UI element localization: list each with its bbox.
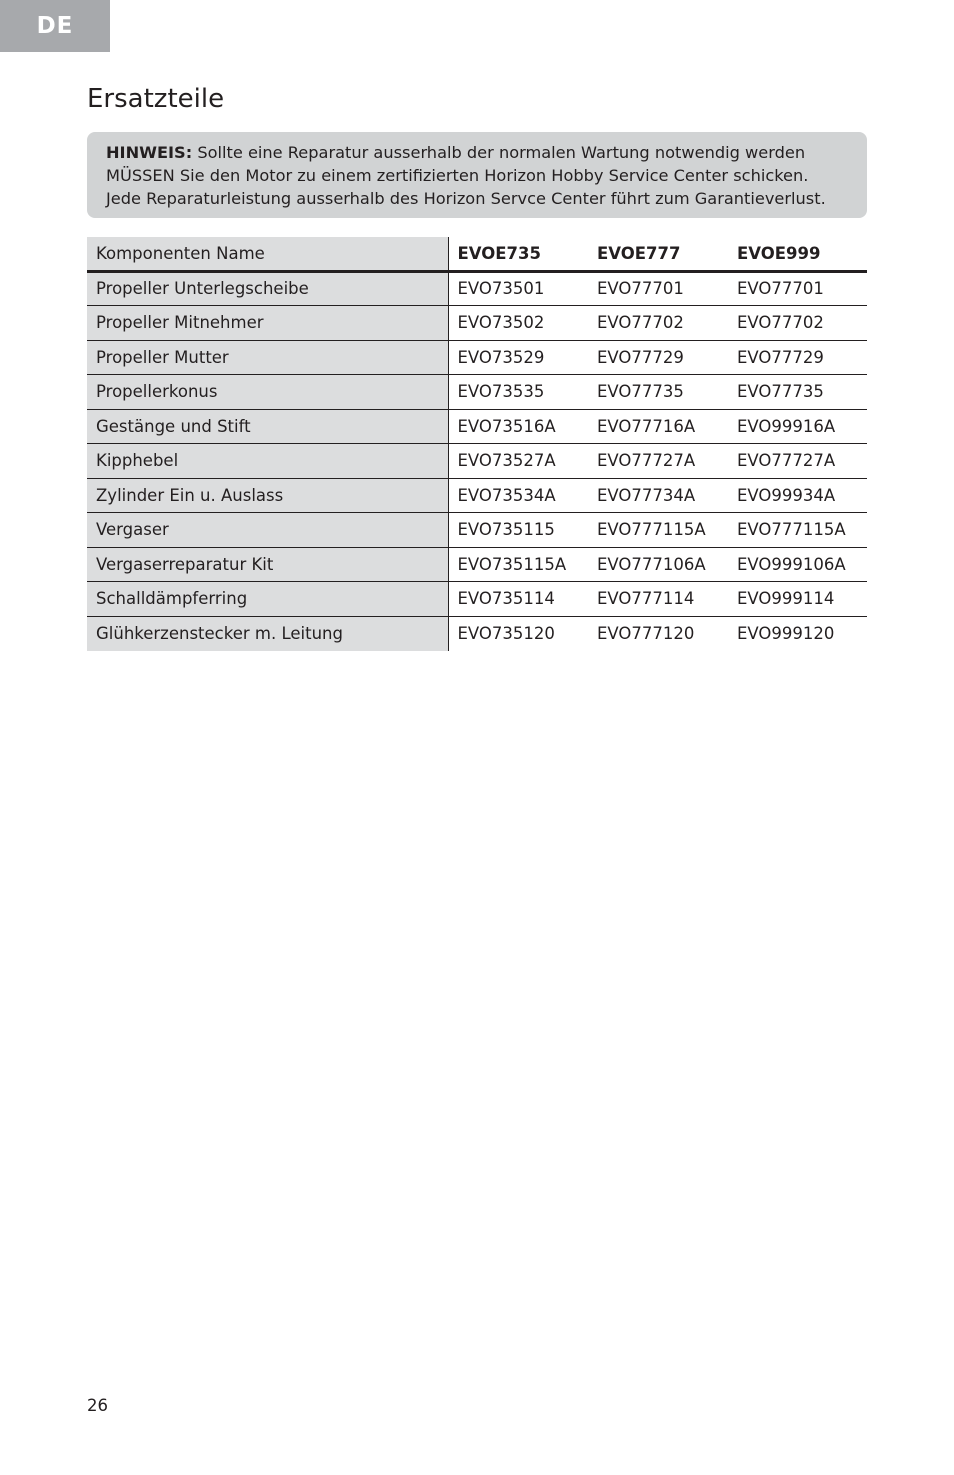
component-name-cell: Glühkerzenstecker m. Leitung <box>87 616 448 651</box>
table-header-row <box>87 237 867 271</box>
part-number-cell: EVO77735 <box>588 375 728 410</box>
part-number-cell: EVO735120 <box>457 624 555 643</box>
header-evoe735: EVOE735 <box>448 237 588 271</box>
table-row <box>87 478 867 513</box>
component-name-cell: Propeller Unterlegscheibe <box>87 271 448 306</box>
part-number-cell: EVO73529 <box>448 340 588 375</box>
part-number-cell: EVO999106A <box>728 547 867 582</box>
part-number-cell: EVO73535 <box>448 375 588 410</box>
notice-line-1 <box>106 141 849 164</box>
part-number-cell: EVO777115A <box>588 513 728 548</box>
part-number-cell: EVO777114 <box>588 582 728 617</box>
part-number-cell: EVO999114 <box>728 582 867 617</box>
component-name-cell: Propeller Mitnehmer <box>87 306 448 341</box>
part-number-cell: EVO77702 <box>728 306 867 341</box>
table-row <box>87 375 867 410</box>
component-name-cell: Vergaserreparatur Kit <box>87 547 448 582</box>
component-name-cell: Gestänge und Stift <box>87 409 448 444</box>
part-number-cell: EVO77729 <box>588 340 728 375</box>
table-row <box>87 340 867 375</box>
component-name-cell: Propeller Mutter <box>87 340 448 375</box>
component-name-cell: Zylinder Ein u. Auslass <box>87 478 448 513</box>
component-name-cell: Vergaser <box>87 513 448 548</box>
part-number-cell: EVO77727A <box>728 444 867 479</box>
part-number-cell: EVO73501 <box>448 271 588 306</box>
part-number-cell: EVO777120 <box>597 624 695 643</box>
part-number-cell: EVO73534A <box>448 478 588 513</box>
part-number-cell: EVO735115 <box>448 513 588 548</box>
component-name-cell: Kipphebel <box>87 444 448 479</box>
notice-lead: HINWEIS: <box>106 143 193 162</box>
page-title: Ersatzteile <box>87 84 225 114</box>
part-number-cell: EVO77701 <box>588 271 728 306</box>
table-row <box>87 306 867 341</box>
part-number-cell: EVO77716A <box>588 409 728 444</box>
notice-line-3: Jede Reparaturleistung ausserhalb des Horizon Servce Center führt zum Garantieverlust. <box>106 189 826 208</box>
part-number-cell: EVO77702 <box>588 306 728 341</box>
part-number-cell: EVO77734A <box>588 478 728 513</box>
header-evoe777: EVOE777 <box>588 237 728 271</box>
notice-box <box>87 132 867 218</box>
part-number-cell: EVO777115A <box>728 513 867 548</box>
table-row <box>87 444 867 479</box>
part-number-cell: EVO77727A <box>588 444 728 479</box>
part-number-cell: EVO735115A <box>448 547 588 582</box>
part-number-cell: EVO73527A <box>448 444 588 479</box>
table-row <box>87 409 867 444</box>
notice-text-1: Sollte eine Reparatur ausserhalb der normalen Wartung notwendig werden <box>192 143 806 162</box>
table-row <box>87 513 867 548</box>
table-row <box>87 582 867 617</box>
part-number-cell: EVO77735 <box>728 375 867 410</box>
table-row <box>87 547 867 582</box>
part-number-cell: EVO735114 <box>448 582 588 617</box>
part-number-cell: EVO73516A <box>448 409 588 444</box>
part-number-cell: EVO99916A <box>728 409 867 444</box>
component-name-cell: Propellerkonus <box>87 375 448 410</box>
part-number-cell: EVO73502 <box>448 306 588 341</box>
language-tab: DE <box>0 0 110 52</box>
part-number-cell: EVO77701 <box>728 271 867 306</box>
part-number-cell: EVO99934A <box>728 478 867 513</box>
header-component-name: Komponenten Name <box>87 237 448 271</box>
table-row <box>87 271 867 306</box>
notice-line-2: MÜSSEN Sie den Motor zu einem zertifizierten Horizon Hobby Service Center schicken. <box>106 166 809 185</box>
parts-table <box>87 237 867 651</box>
part-number-cell: EVO77729 <box>728 340 867 375</box>
table-row <box>87 616 867 651</box>
part-number-cell: EVO777106A <box>588 547 728 582</box>
component-name-cell: Schalldämpferring <box>87 582 448 617</box>
header-evoe999: EVOE999 <box>728 237 867 271</box>
page-number: 26 <box>87 1396 108 1415</box>
part-number-cell: EVO999120 <box>737 624 835 643</box>
